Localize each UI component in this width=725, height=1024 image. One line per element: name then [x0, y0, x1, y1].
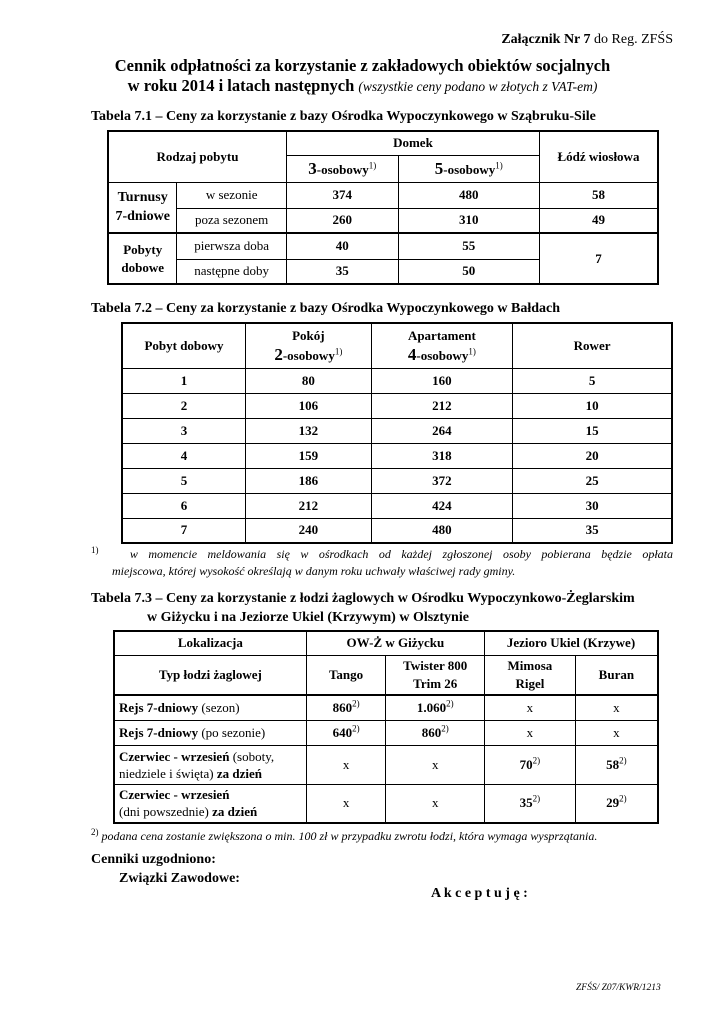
cell-day: 3	[122, 418, 246, 443]
cell-value: 132	[246, 418, 372, 443]
table-row	[114, 745, 658, 784]
header-lokalizacja: Lokalizacja	[114, 631, 306, 655]
cell-value: 40	[286, 233, 398, 259]
cell-value: 5	[513, 368, 672, 393]
cell-value: 240	[246, 518, 372, 543]
cell-day: 1	[122, 368, 246, 393]
cell-na: x	[386, 745, 485, 784]
header-domek: Domek	[286, 131, 539, 155]
cell-value: 186	[246, 468, 372, 493]
cell-na: x	[485, 720, 576, 745]
cell-value: 20	[513, 443, 672, 468]
cell-value: 49	[539, 208, 658, 233]
row-label: Rejs 7-dniowy (po sezonie)	[114, 720, 306, 745]
table-row	[114, 720, 658, 745]
cell-day: 4	[122, 443, 246, 468]
title-line-2: w roku 2014 i latach następnych (wszystkie ceny podano w złotych z VAT-em)	[127, 76, 598, 95]
cell-value: 318	[371, 443, 513, 468]
table-row	[122, 518, 672, 543]
header-3-osobowy: 3-osobowy$^{1)}$	[286, 155, 398, 182]
cell-value: 35	[286, 259, 398, 284]
cell-value: 212	[246, 493, 372, 518]
header-buran: Buran	[575, 655, 658, 695]
header-mimosa: Mimosa Rigel	[485, 655, 576, 695]
cell-value: 159	[246, 443, 372, 468]
row-label: w sezonie	[177, 182, 287, 208]
header-pobyt-dobowy: Pobyt dobowy	[122, 323, 246, 368]
cell-value: 480	[371, 518, 513, 543]
attachment-number: Załącznik Nr 7	[501, 32, 591, 47]
table-row	[122, 368, 672, 393]
table-7-2	[121, 322, 673, 544]
table3-caption: Tabela 7.3 – Ceny za korzystanie z łodzi żaglowych w Ośrodku Wypoczynkowo-Żeglarskim w Giżycku i na Jeziorze Ukiel (Krzywym) w Olsztynie	[91, 591, 635, 625]
cell-value: 7	[539, 233, 658, 284]
header-rodzaj-pobytu: Rodzaj pobytu	[108, 131, 286, 182]
footnote-1: $^{1)}$ w momencie meldowania się w ośrodkach od każdej zgłoszonej osoby pobierana będzie opłata miejscowa, której wysokość określają w danym roku uchwały właściwej rady gminy.	[91, 545, 673, 578]
title-line-1: Cennik odpłatności za korzystanie z zakładowych obiektów socjalnych	[114, 56, 611, 75]
header-rower: Rower	[513, 323, 672, 368]
cell-na: x	[306, 784, 386, 823]
row-label: następne doby	[177, 259, 287, 284]
cell-value: 50	[398, 259, 539, 284]
document-code: ZFŚS/ Z07/KWR/1213	[576, 983, 661, 993]
cell-day: 7	[122, 518, 246, 543]
attachment-label	[501, 32, 673, 48]
header-lodz-wioslowa: Łódź wiosłowa	[539, 131, 658, 182]
table-7-1	[107, 130, 659, 285]
header-owz-gizycko: OW-Ż w Giżycku	[306, 631, 484, 655]
page-title	[0, 56, 725, 97]
row-label: poza sezonem	[177, 208, 287, 233]
cell-value: 160	[371, 368, 513, 393]
header-jezioro-ukiel: Jezioro Ukiel (Krzywe)	[485, 631, 658, 655]
cell-day: 5	[122, 468, 246, 493]
cell-value: 640$^{2)}$	[306, 720, 386, 745]
table-row	[122, 418, 672, 443]
cell-na: x	[575, 720, 658, 745]
akceptuje: A k c e p t u j ę :	[431, 886, 528, 901]
group-turnusy: Turnusy 7-dniowe	[108, 182, 177, 233]
cell-value: 264	[371, 418, 513, 443]
cell-value: 58$^{2)}$	[575, 745, 658, 784]
cell-day: 2	[122, 393, 246, 418]
zwiazki-zawodowe: Związki Zawodowe:	[119, 871, 240, 886]
table-row	[122, 393, 672, 418]
table-row	[114, 784, 658, 823]
row-label: Czerwiec - wrzesień (soboty, niedziele i święta) za dzień	[114, 745, 306, 784]
table-row	[114, 695, 658, 720]
cenniki-uzgodniono: Cenniki uzgodniono:	[91, 852, 216, 867]
attachment-regulation: do Reg. ZFŚS	[590, 32, 673, 47]
table-7-3	[113, 630, 659, 824]
table2-caption: Tabela 7.2 – Ceny za korzystanie z bazy Ośrodka Wypoczynkowego w Bałdach	[91, 301, 561, 316]
table-row	[122, 468, 672, 493]
table-row	[122, 443, 672, 468]
cell-na: x	[575, 695, 658, 720]
cell-value: 30	[513, 493, 672, 518]
header-twister: Twister 800 Trim 26	[386, 655, 485, 695]
cell-value: 1.060$^{2)}$	[386, 695, 485, 720]
title-note: (wszystkie ceny podano w złotych z VAT-em)	[358, 79, 598, 94]
cell-value: 80	[246, 368, 372, 393]
cell-value: 260	[286, 208, 398, 233]
cell-value: 15	[513, 418, 672, 443]
table1-caption: Tabela 7.1 – Ceny za korzystanie z bazy Ośrodka Wypoczynkowego w Sząbruku-Sile	[91, 109, 596, 124]
cell-na: x	[306, 745, 386, 784]
header-tango: Tango	[306, 655, 386, 695]
cell-value: 35	[513, 518, 672, 543]
cell-na: x	[386, 784, 485, 823]
cell-value: 55	[398, 233, 539, 259]
cell-value: 35$^{2)}$	[485, 784, 576, 823]
header-typ-lodzi: Typ łodzi żaglowej	[114, 655, 306, 695]
cell-value: 424	[371, 493, 513, 518]
group-pobyty: Pobyty dobowe	[108, 233, 177, 284]
cell-value: 860$^{2)}$	[306, 695, 386, 720]
header-5-osobowy: 5-osobowy$^{1)}$	[398, 155, 539, 182]
cell-value: 310	[398, 208, 539, 233]
cell-value: 212	[371, 393, 513, 418]
cell-value: 106	[246, 393, 372, 418]
row-label: Czerwiec - wrzesień (dni powszednie) za dzień	[114, 784, 306, 823]
table-row	[122, 493, 672, 518]
row-label: pierwsza doba	[177, 233, 287, 259]
cell-value: 25	[513, 468, 672, 493]
header-pokoj: Pokój 2-osobowy$^{1)}$	[246, 323, 372, 368]
header-apartament: Apartament 4-osobowy$^{1)}$	[371, 323, 513, 368]
cell-value: 374	[286, 182, 398, 208]
cell-day: 6	[122, 493, 246, 518]
cell-value: 58	[539, 182, 658, 208]
cell-value: 372	[371, 468, 513, 493]
footnote-2: $^{2)}$ podana cena zostanie zwiększona o min. 100 zł w przypadku zwrotu łodzi, która wymaga wysprzątania.	[91, 827, 598, 843]
row-label: Rejs 7-dniowy (sezon)	[114, 695, 306, 720]
cell-value: 860$^{2)}$	[386, 720, 485, 745]
cell-value: 70$^{2)}$	[485, 745, 576, 784]
cell-value: 29$^{2)}$	[575, 784, 658, 823]
cell-value: 480	[398, 182, 539, 208]
cell-value: 10	[513, 393, 672, 418]
cell-na: x	[485, 695, 576, 720]
